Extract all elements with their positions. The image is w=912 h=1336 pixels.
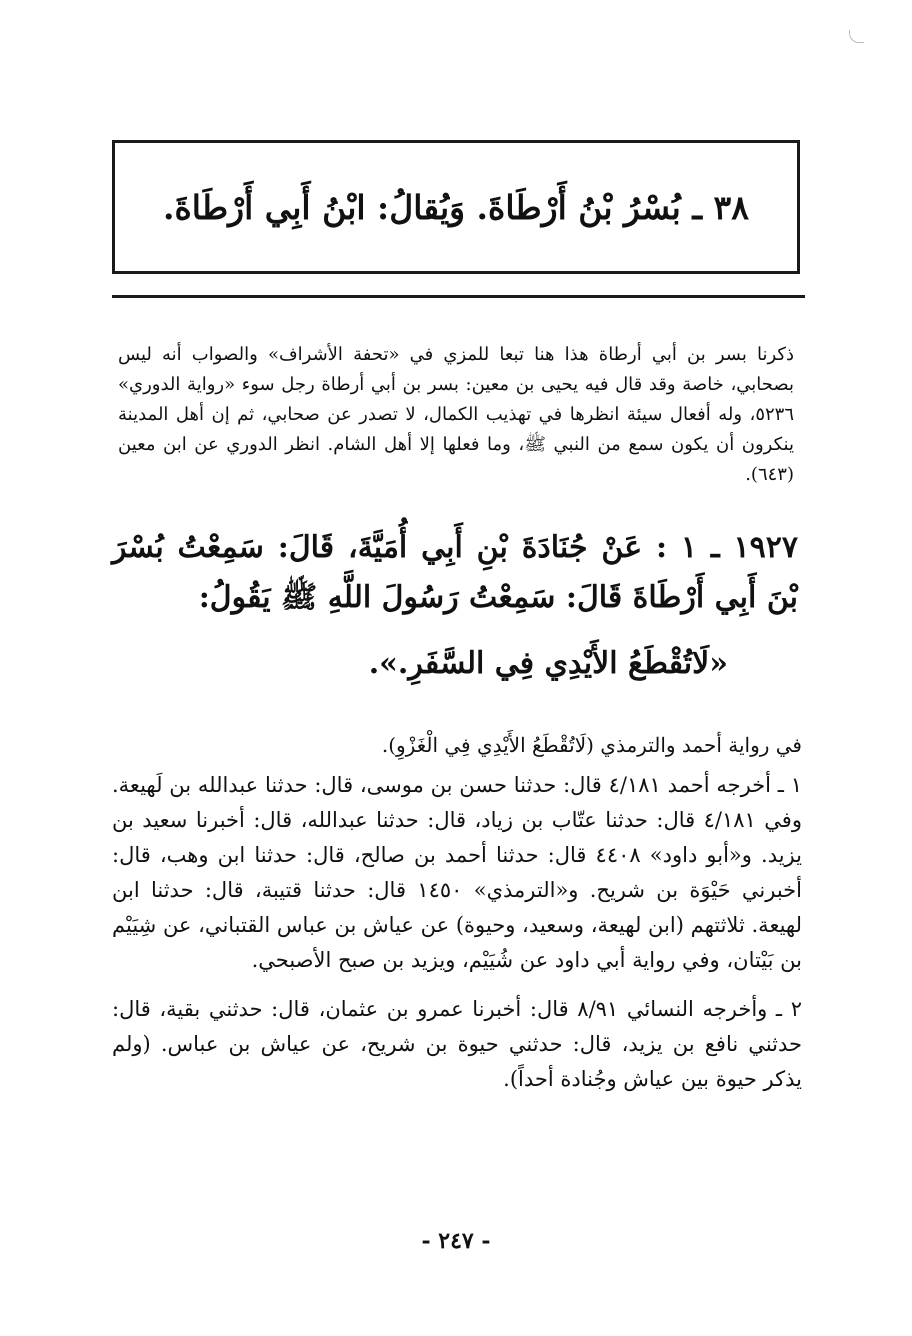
chapter-title: ٣٨ ـ بُسْرُ بْنُ أَرْطَاةَ. وَيُقالُ: ابْنُ أَبِي أَرْطَاةَ. xyxy=(163,187,749,227)
takhrij-paragraph-2: ٢ ـ وأخرجه النسائي ٨/٩١ قال: أخبرنا عمرو بن عثمان، قال: حدثني بقية، قال: حدثني نافع بن يزيد، قال: حدثني حيوة بن شريح، عن عياش بن عباس. (ولم يذكر حيوة بين عياش وجُنادة أحداً). xyxy=(112,997,802,1091)
hadith-block xyxy=(112,523,798,689)
page-number: - ٢٤٧ - xyxy=(421,1228,491,1254)
takhrij-section xyxy=(112,768,802,1111)
header-rule xyxy=(112,295,805,298)
hadith-text: ١٩٢٧ ـ ١ : عَنْ جُنَادَةَ بْنِ أَبِي أُمَيَّةَ، قَالَ: سَمِعْتُ بُسْرَ بْنَ أَبِي أَرْطَاةَ قَالَ: سَمِعْتُ رَسُولَ اللَّهِ ﷺ يَقُولُ: xyxy=(112,530,798,615)
variant-note: في رواية أحمد والترمذي (لَاتُقْطَعُ الأَيْدِي فِي الْغَزْوِ). xyxy=(381,733,802,757)
takhrij-paragraph-1: ١ ـ أخرجه أحمد ٤/١٨١ قال: حدثنا حسن بن موسى، قال: حدثنا عبدالله بن لَهيعة. وفي ٤/١٨١ قال: حدثنا عتّاب بن زياد، قال: حدثنا عبدالله، قال: أخبرنا سعيد بن يزيد. و«أبو داود» ٤٤٠٨ قال: حدثنا أحمد بن صالح، قال: حدثنا ابن وهب، قال: أخبرني حَيْوَة بن شريح. و«الترمذي» ١٤٥٠ قال: حدثنا قتيبة، قال: حدثنا ابن لهيعة. ثلاثتهم (ابن لهيعة، وسعيد، وحيوة) عن عياش بن عباس القتباني، عن شِيَيْم بن بَيْتان، وفي رواية أبي داود عن شُيَيْم، ويزيد بن صبح الأصبحي. xyxy=(112,773,802,972)
chapter-title-box xyxy=(112,140,800,274)
corner-pencil-mark xyxy=(849,30,864,43)
hadith-quote: «لَاتُقْطَعُ الأَيْدِي فِي السَّفَرِ.». xyxy=(368,646,728,681)
editor-note: ذكرنا بسر بن أبي أرطاة هذا هنا تبعا للمزي في «تحفة الأشراف» والصواب أنه ليس بصحابي، خاصة وقد قال فيه يحيى بن معين: بسر بن أبي أرطاة رجل سوء «رواية الدوري» ٥٢٣٦، وله أفعال سيئة انظرها في تهذيب الكمال، لا تصدر عن صحابي، ثم إن أهل المدينة ينكرون أن يكون سمع من النبي ﷺ، وما فعلها إلا أهل الشام. انظر الدوري عن ابن معين (٦٤٣). xyxy=(118,344,794,485)
